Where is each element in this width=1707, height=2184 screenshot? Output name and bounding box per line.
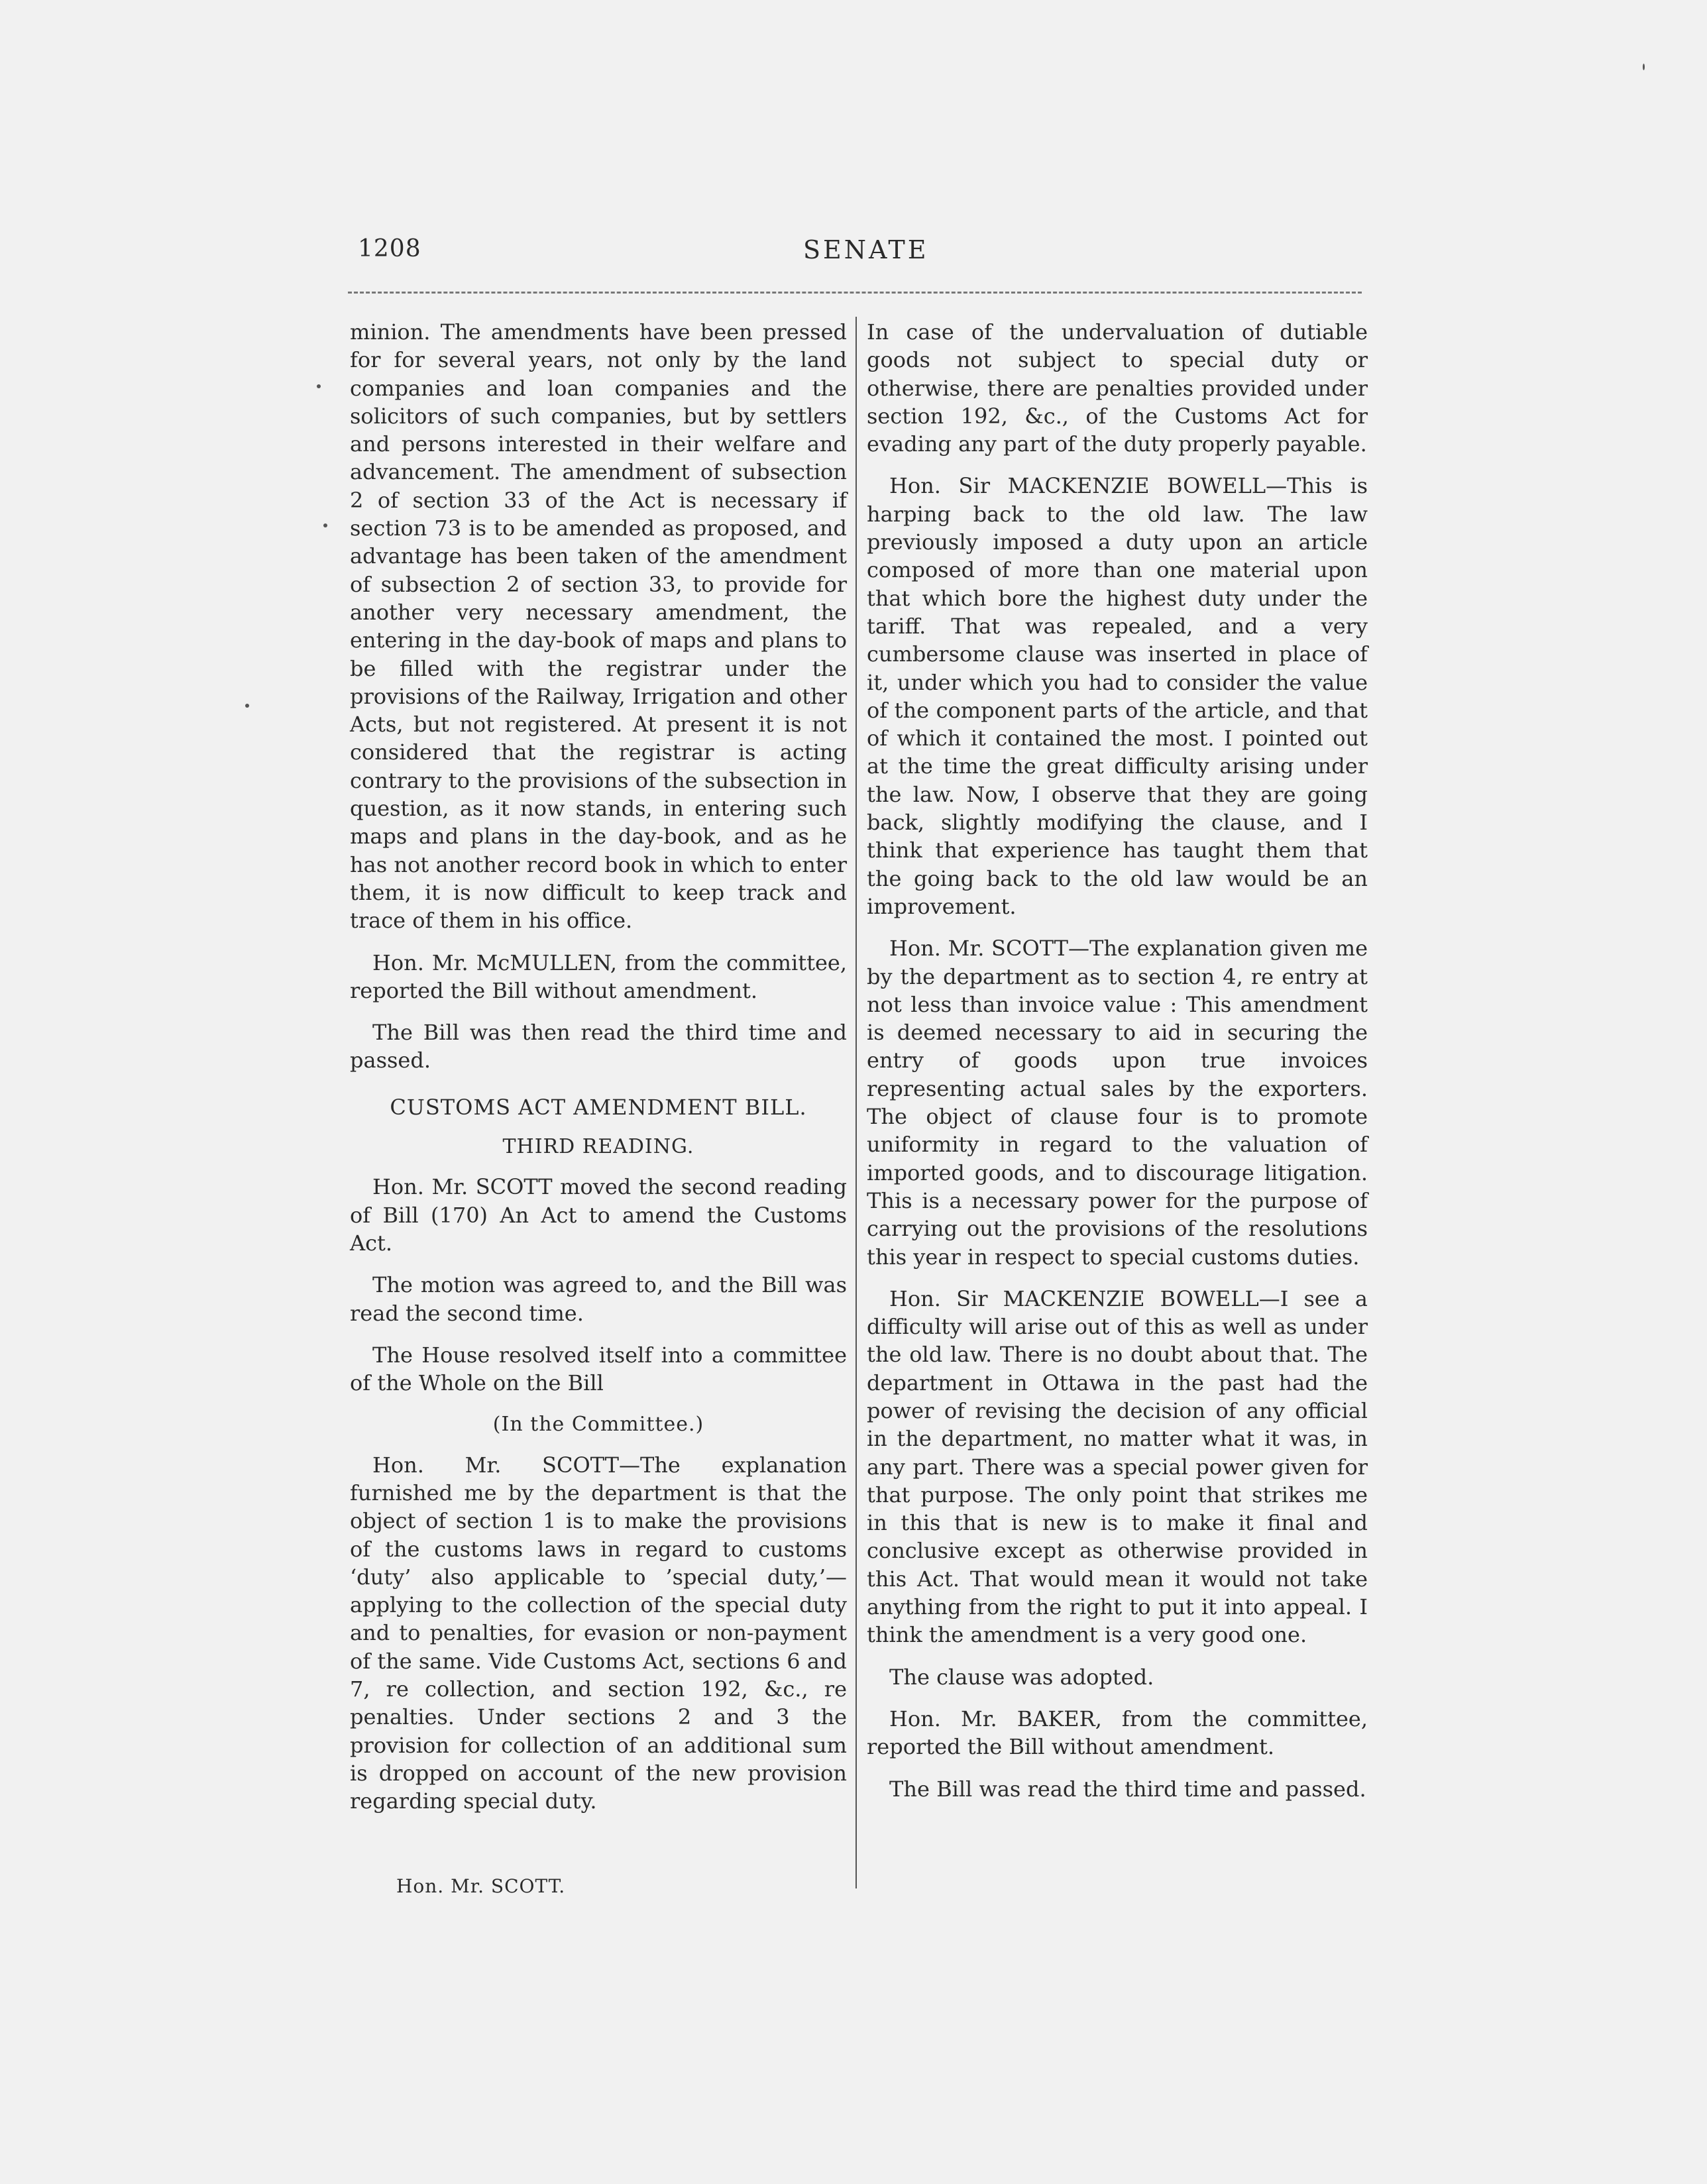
section-subheading: THIRD READING.: [502, 1135, 694, 1159]
paragraph: minion. The amendments have been pressed for for several years, not only by the land companies and loan companies and the solicitors of such companies, but by settlers and persons interested in their welfare and advancement. The amendment of subsection 2 of section 33 of the Act is necessary if section 73 is to be amended as proposed, and advantage has been taken of the amendment of subsection 2 of section 33, to provide for another very necessary amendment, the entering in the day-book of maps and plans to be filled with the registrar under the provisions of the Railway, Irrigation and other Acts, but not registered. At present it is not considered that the registrar is acting contrary to the provisions of the subsection in question, as it now stands, in entering such maps and plans in the day-book, and as he has not another record book in which to enter them, it is now difficult to keep track and trace of them in his office.: [350, 319, 847, 934]
page-number: 1208: [358, 235, 421, 262]
running-head: SENATE: [803, 235, 929, 264]
page-header: [358, 235, 1378, 275]
paragraph: Hon. Mr. BAKER, from the committee, reported the Bill without amendment.: [867, 1706, 1368, 1760]
scan-speck: [323, 523, 327, 527]
section-heading: CUSTOMS ACT AMENDMENT BILL.: [390, 1094, 807, 1120]
paragraph: Hon. Sir MACKENZIE BOWELL—I see a difficulty will arise out of this as well as under the old law. There is no doubt about that. The department in Ottawa in the past had the power of revising the decision of any official in the department, no matter what it was, in any part. There was a special power given for that purpose. The only point that strikes me in this that is new is to make it final and conclusive except as otherwise provided in this Act. That would mean it would not take anything from the right to put it into appeal. I think the amendment is a very good one.: [867, 1285, 1368, 1648]
paragraph: The clause was adopted.: [889, 1664, 1154, 1690]
paragraph: In case of the undervaluation of dutiable goods not subject to special duty or otherwise, there are penalties provided under section 192, &c., of the Customs Act for evading any part of the duty properly payable.: [867, 319, 1368, 457]
paragraph: The House resolved itself into a committee of the Whole on the Bill: [350, 1342, 847, 1396]
committee-heading: (In the Committee.): [492, 1413, 704, 1437]
paragraph: The Bill was then read the third time and passed.: [350, 1020, 847, 1073]
right-column: [867, 318, 1368, 1817]
footer-speaker-line: Hon. Mr. SCOTT.: [396, 1875, 566, 1897]
scan-speck: [245, 704, 249, 708]
left-column: [350, 318, 847, 1829]
paragraph: Hon. Mr. McMULLEN, from the committee, reported the Bill without amendment.: [350, 950, 847, 1003]
paragraph: The motion was agreed to, and the Bill was read the second time.: [350, 1272, 847, 1326]
paragraph: Hon. Mr. SCOTT moved the second reading of Bill (170) An Act to amend the Customs Act.: [350, 1174, 847, 1256]
column-divider: [855, 317, 857, 1888]
paragraph: Hon. Sir MACKENZIE BOWELL—This is harping back to the old law. The law previously imposed a duty upon an article composed of more than one material upon that which bore the highest duty under the tariff. That was repealed, and a very cumbersome clause was inserted in place of it, under which you had to consider the value of the component parts of the article, and that of which it contained the most. I pointed out at the time the great difficulty arising under the law. Now, I observe that they are going back, slightly modifying the clause, and I think that experience has taught them that the going back to the old law would be an improvement.: [867, 473, 1368, 919]
paragraph: The Bill was read the third time and passed.: [889, 1776, 1366, 1802]
paragraph: Hon. Mr. SCOTT—The explanation furnished me by the department is that the object of section 1 is to make the provisions of the customs laws in regard to customs ‘duty’ also applicable to ’special duty,’—applying to the collection of the special duty and to penalties, for evasion or non-payment of the same. Vide Customs Act, sections 6 and 7, re collection, and section 192, &c., re penalties. Under sections 2 and 3 the provision for collection of an additional sum is dropped on account of the new provision regarding special duty.: [350, 1452, 847, 1814]
scan-speck: [1643, 64, 1645, 70]
scan-speck: [317, 384, 321, 388]
paragraph: Hon. Mr. SCOTT—The explanation given me by the department as to section 4, re entry at not less than invoice value : This amendment is deemed necessary to aid in securing the entry of goods upon true invoices representing actual sales by the exporters. The object of clause four is to promote uniformity in regard to the valuation of imported goods, and to discourage litigation. This is a necessary power for the purpose of carrying out the provisions of the resolutions this year in respect to special customs duties.: [867, 936, 1368, 1270]
header-rule: [348, 292, 1362, 294]
